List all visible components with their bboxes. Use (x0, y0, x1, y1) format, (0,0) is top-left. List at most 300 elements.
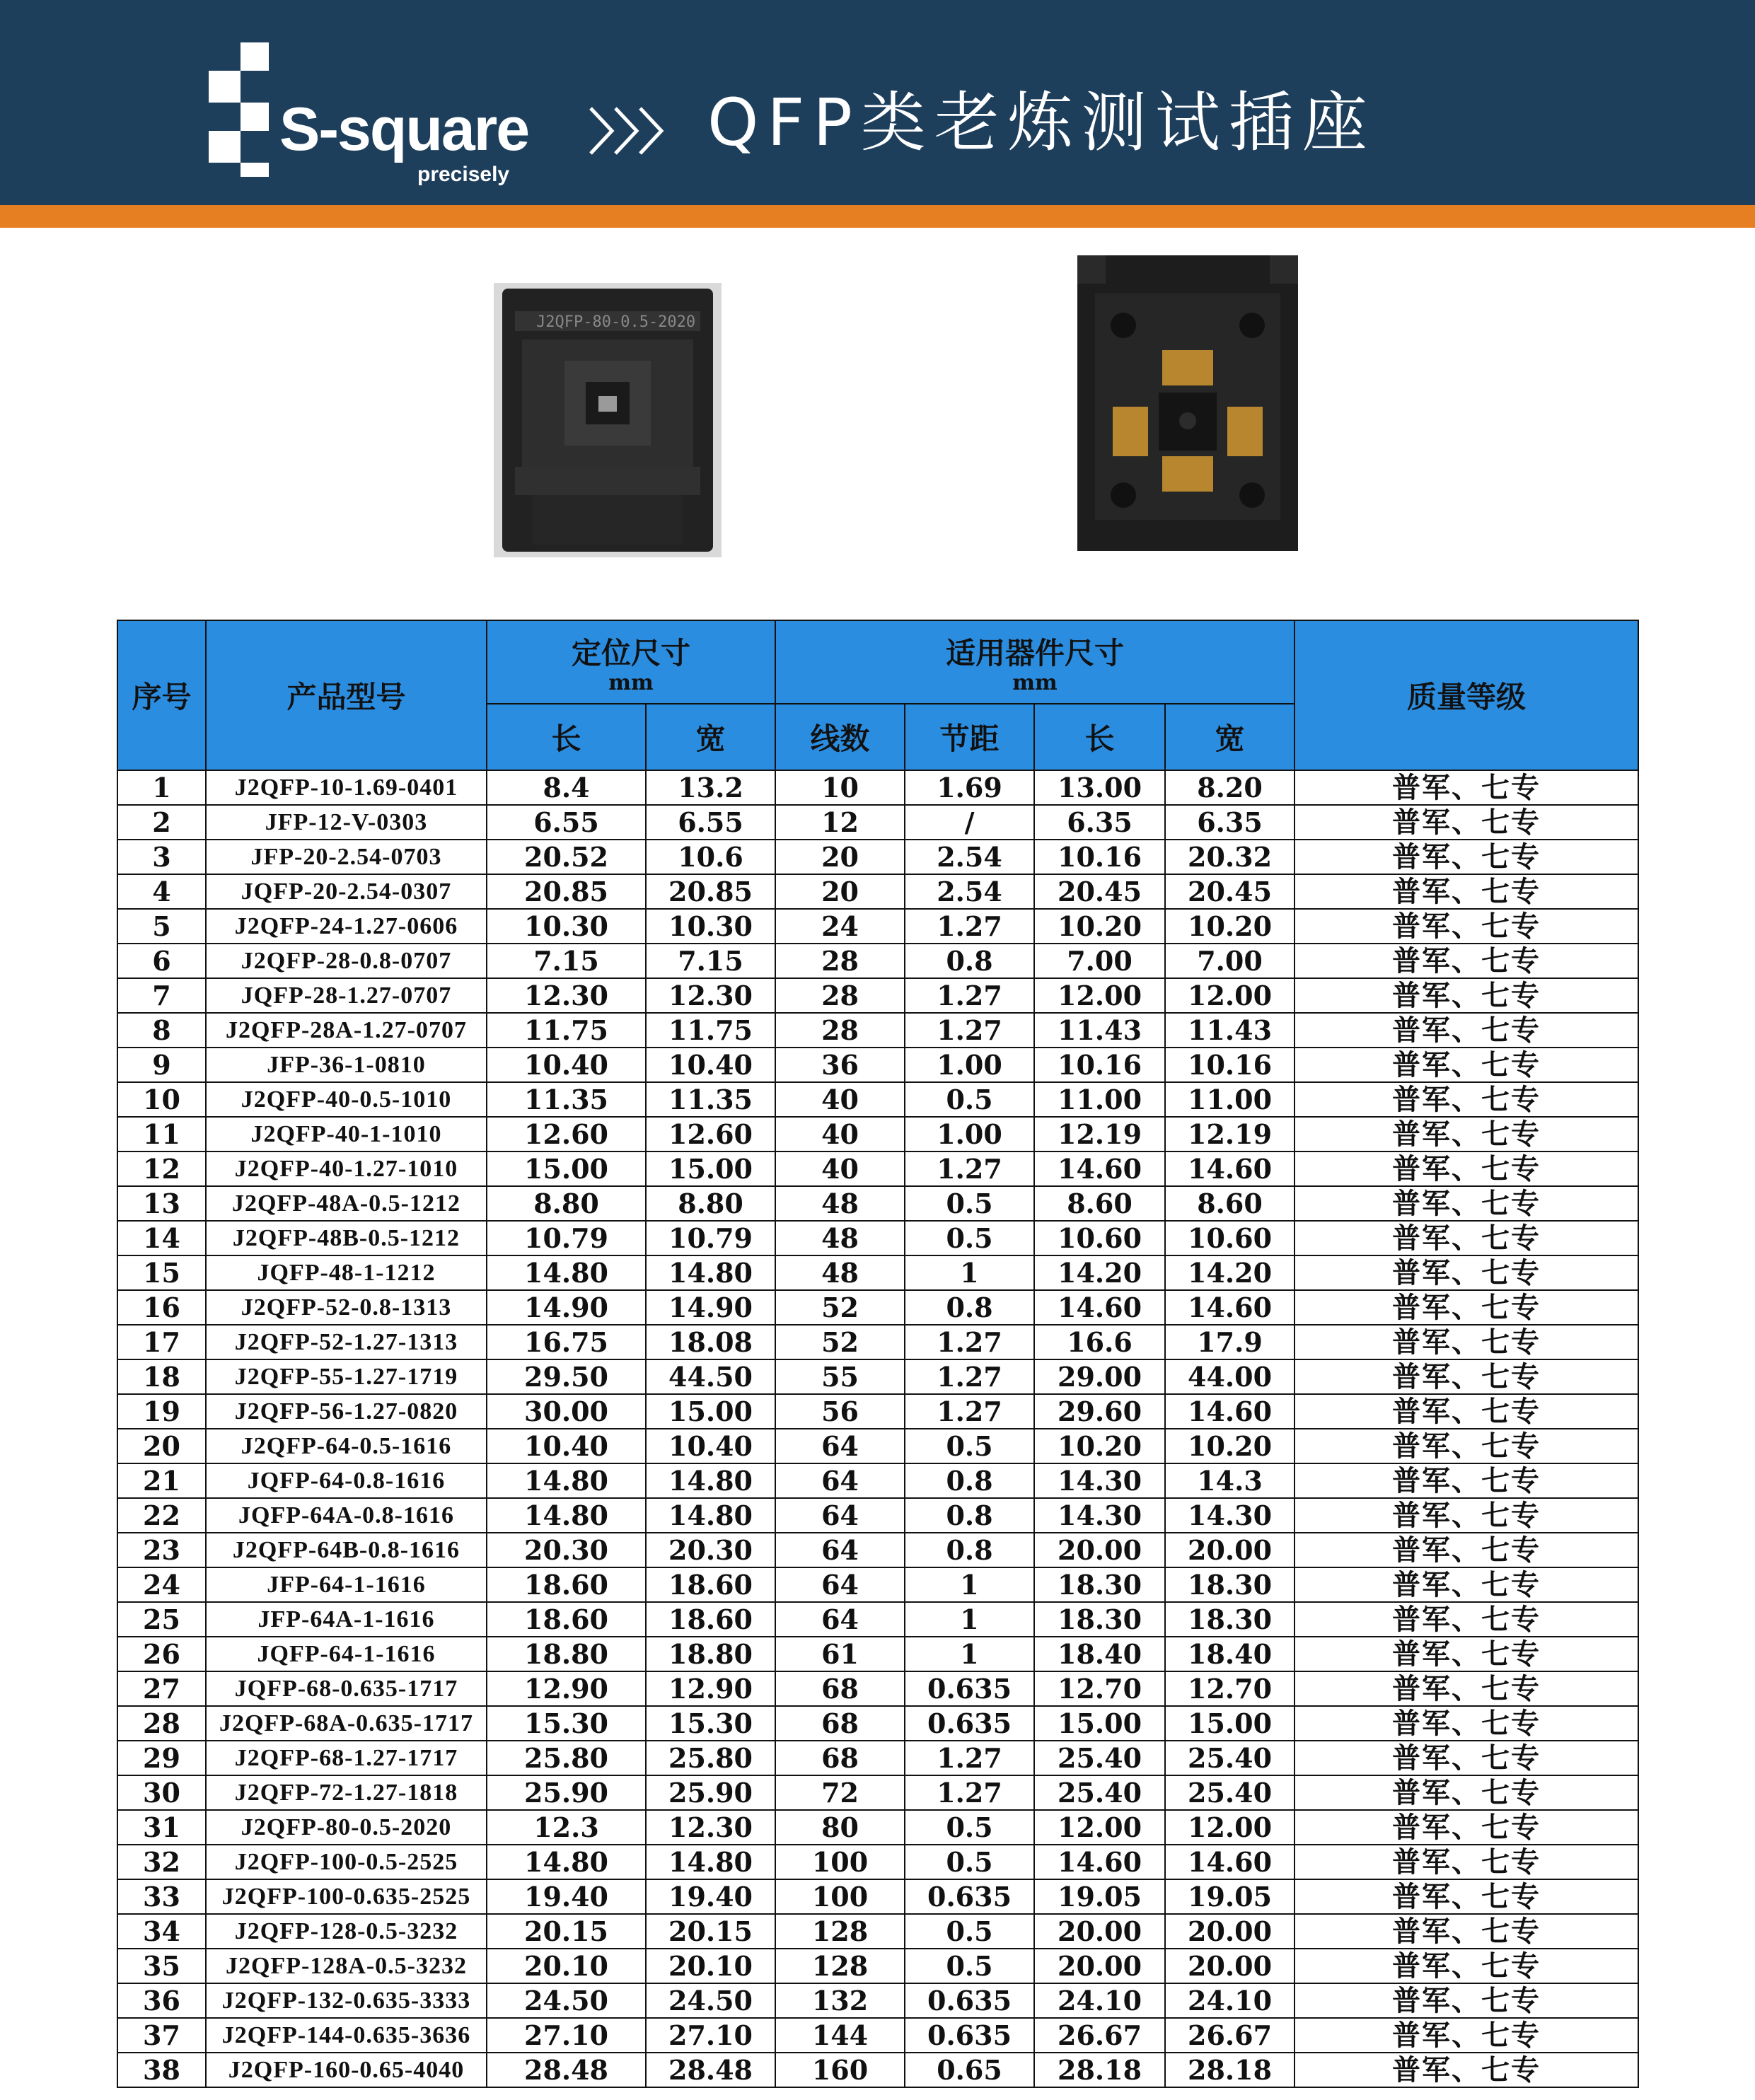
cell-model: J2QFP-24-1.27-0606 (206, 909, 487, 944)
cell-grade: 普军、七专 (1294, 1048, 1638, 1082)
cell-pitch: 0.8 (905, 1290, 1034, 1325)
cell-dev-length: 25.40 (1034, 1741, 1165, 1775)
socket-engraving: J2QFP-80-0.5-2020 (536, 313, 696, 331)
cell-pos-length: 20.15 (487, 1914, 646, 1949)
cell-dev-length: 12.00 (1034, 1810, 1165, 1845)
cell-model: J2QFP-52-1.27-1313 (206, 1325, 487, 1359)
cell-dev-width: 12.70 (1165, 1671, 1294, 1706)
cell-pitch: 1.69 (905, 770, 1034, 805)
cell-grade: 普军、七专 (1294, 874, 1638, 909)
cell-dev-length: 10.20 (1034, 909, 1165, 944)
cell-dev-width: 12.00 (1165, 1810, 1294, 1845)
cell-grade: 普军、七专 (1294, 1359, 1638, 1394)
cell-index: 14 (117, 1221, 206, 1255)
cell-dev-width: 10.16 (1165, 1048, 1294, 1082)
table-row (117, 874, 1638, 909)
cell-model: JFP-36-1-0810 (206, 1048, 487, 1082)
cell-index: 7 (117, 978, 206, 1013)
cell-pitch: 0.5 (905, 1221, 1034, 1255)
cell-pos-length: 10.79 (487, 1221, 646, 1255)
cell-pitch: 0.8 (905, 1463, 1034, 1498)
cell-pitch: 2.54 (905, 840, 1034, 874)
cell-index: 26 (117, 1637, 206, 1671)
cell-pos-width: 14.80 (646, 1463, 775, 1498)
cell-dev-width: 14.3 (1165, 1463, 1294, 1498)
table-row (117, 805, 1638, 840)
cell-pitch: 1.00 (905, 1117, 1034, 1151)
cell-model: J2QFP-10-1.69-0401 (206, 770, 487, 805)
cell-dev-length: 10.16 (1034, 1048, 1165, 1082)
cell-pos-width: 13.2 (646, 770, 775, 805)
cell-dev-length: 11.43 (1034, 1013, 1165, 1048)
cell-dev-length: 29.00 (1034, 1359, 1165, 1394)
cell-lines: 10 (775, 770, 905, 805)
cell-model: J2QFP-28A-1.27-0707 (206, 1013, 487, 1048)
cell-model: J2QFP-64-0.5-1616 (206, 1429, 487, 1463)
cell-model: J2QFP-100-0.5-2525 (206, 1845, 487, 1879)
cell-pitch: 0.5 (905, 1810, 1034, 1845)
cell-index: 34 (117, 1914, 206, 1949)
cell-index: 32 (117, 1845, 206, 1879)
cell-lines: 64 (775, 1567, 905, 1602)
table-row (117, 1429, 1638, 1463)
cell-pitch: 0.8 (905, 1533, 1034, 1567)
cell-lines: 52 (775, 1290, 905, 1325)
table-row (117, 1117, 1638, 1151)
cell-pos-length: 20.85 (487, 874, 646, 909)
cell-dev-length: 12.70 (1034, 1671, 1165, 1706)
cell-index: 6 (117, 944, 206, 978)
cell-dev-length: 16.6 (1034, 1325, 1165, 1359)
cell-pos-length: 14.90 (487, 1290, 646, 1325)
cell-pos-width: 14.90 (646, 1290, 775, 1325)
table-row (117, 1394, 1638, 1429)
cell-index: 4 (117, 874, 206, 909)
cell-lines: 128 (775, 1949, 905, 1983)
cell-model: J2QFP-100-0.635-2525 (206, 1879, 487, 1914)
header-index: 序号 (117, 620, 206, 770)
cell-model: J2QFP-160-0.65-4040 (206, 2053, 487, 2087)
cell-pitch: 0.8 (905, 1498, 1034, 1533)
cell-pitch: 1.27 (905, 1741, 1034, 1775)
cell-grade: 普军、七专 (1294, 909, 1638, 944)
cell-grade: 普军、七专 (1294, 1706, 1638, 1741)
cell-grade: 普军、七专 (1294, 1186, 1638, 1221)
cell-pitch: 0.5 (905, 1845, 1034, 1879)
cell-lines: 40 (775, 1151, 905, 1186)
cell-dev-width: 20.00 (1165, 1914, 1294, 1949)
cell-model: JQFP-64-0.8-1616 (206, 1463, 487, 1498)
table-row (117, 1879, 1638, 1914)
cell-index: 3 (117, 840, 206, 874)
cell-pos-width: 15.00 (646, 1151, 775, 1186)
cell-pitch: 1.27 (905, 978, 1034, 1013)
cell-dev-length: 18.30 (1034, 1602, 1165, 1637)
cell-lines: 132 (775, 1983, 905, 2018)
table-row (117, 1671, 1638, 1706)
cell-lines: 52 (775, 1325, 905, 1359)
cell-dev-width: 44.00 (1165, 1359, 1294, 1394)
cell-grade: 普军、七专 (1294, 1879, 1638, 1914)
cell-pos-width: 11.75 (646, 1013, 775, 1048)
cell-pos-length: 28.48 (487, 2053, 646, 2087)
cell-model: JQFP-28-1.27-0707 (206, 978, 487, 1013)
cell-pos-width: 12.60 (646, 1117, 775, 1151)
cell-index: 21 (117, 1463, 206, 1498)
table-row (117, 1013, 1638, 1048)
cell-pos-length: 12.30 (487, 978, 646, 1013)
cell-dev-width: 14.20 (1165, 1255, 1294, 1290)
cell-pos-width: 18.80 (646, 1637, 775, 1671)
cell-dev-length: 13.00 (1034, 770, 1165, 805)
cell-pitch: 1.27 (905, 1775, 1034, 1810)
cell-pos-length: 12.3 (487, 1810, 646, 1845)
cell-index: 35 (117, 1949, 206, 1983)
cell-lines: 68 (775, 1741, 905, 1775)
table-row (117, 1290, 1638, 1325)
cell-lines: 28 (775, 944, 905, 978)
cell-dev-length: 8.60 (1034, 1186, 1165, 1221)
cell-pos-length: 10.40 (487, 1048, 646, 1082)
table-row (117, 840, 1638, 874)
cell-dev-width: 18.40 (1165, 1637, 1294, 1671)
cell-pitch: 1 (905, 1255, 1034, 1290)
cell-dev-length: 24.10 (1034, 1983, 1165, 2018)
cell-index: 11 (117, 1117, 206, 1151)
cell-pitch: / (905, 805, 1034, 840)
table-row (117, 1983, 1638, 2018)
cell-grade: 普军、七专 (1294, 1741, 1638, 1775)
cell-grade: 普军、七专 (1294, 1394, 1638, 1429)
cell-grade: 普军、七专 (1294, 770, 1638, 805)
cell-grade: 普军、七专 (1294, 1429, 1638, 1463)
cell-dev-length: 10.20 (1034, 1429, 1165, 1463)
cell-pos-length: 27.10 (487, 2018, 646, 2053)
cell-lines: 68 (775, 1706, 905, 1741)
cell-pos-width: 10.6 (646, 840, 775, 874)
cell-dev-width: 17.9 (1165, 1325, 1294, 1359)
cell-dev-length: 18.30 (1034, 1567, 1165, 1602)
cell-index: 8 (117, 1013, 206, 1048)
cell-lines: 80 (775, 1810, 905, 1845)
cell-pos-width: 18.08 (646, 1325, 775, 1359)
cell-dev-width: 12.00 (1165, 978, 1294, 1013)
cell-pos-length: 7.15 (487, 944, 646, 978)
cell-grade: 普军、七专 (1294, 1637, 1638, 1671)
cell-lines: 20 (775, 840, 905, 874)
socket-photo-front (494, 283, 722, 557)
cell-index: 30 (117, 1775, 206, 1810)
table-row (117, 2053, 1638, 2087)
chevron-right-icon (587, 103, 665, 159)
cell-model: JQFP-20-2.54-0307 (206, 874, 487, 909)
product-table-body (117, 770, 1638, 2087)
table-row (117, 1359, 1638, 1394)
cell-grade: 普军、七专 (1294, 1082, 1638, 1117)
table-row (117, 770, 1638, 805)
cell-pitch: 0.635 (905, 1706, 1034, 1741)
cell-lines: 28 (775, 1013, 905, 1048)
cell-lines: 72 (775, 1775, 905, 1810)
cell-lines: 55 (775, 1359, 905, 1394)
cell-lines: 40 (775, 1117, 905, 1151)
cell-dev-width: 20.45 (1165, 874, 1294, 909)
cell-model: J2QFP-40-0.5-1010 (206, 1082, 487, 1117)
table-row (117, 944, 1638, 978)
cell-model: J2QFP-128-0.5-3232 (206, 1914, 487, 1949)
cell-pos-width: 15.30 (646, 1706, 775, 1741)
table-row (117, 1186, 1638, 1221)
cell-dev-width: 14.60 (1165, 1151, 1294, 1186)
cell-dev-width: 10.20 (1165, 909, 1294, 944)
cell-dev-length: 10.16 (1034, 840, 1165, 874)
cell-lines: 40 (775, 1082, 905, 1117)
cell-grade: 普军、七专 (1294, 1151, 1638, 1186)
table-row (117, 1949, 1638, 1983)
table-row (117, 1325, 1638, 1359)
cell-pos-length: 14.80 (487, 1845, 646, 1879)
cell-pos-width: 6.55 (646, 805, 775, 840)
cell-index: 16 (117, 1290, 206, 1325)
cell-dev-length: 14.30 (1034, 1498, 1165, 1533)
brand-name: S-square (279, 95, 529, 163)
cell-index: 9 (117, 1048, 206, 1082)
cell-index: 23 (117, 1533, 206, 1567)
cell-index: 15 (117, 1255, 206, 1290)
cell-grade: 普军、七专 (1294, 1914, 1638, 1949)
cell-pos-width: 8.80 (646, 1186, 775, 1221)
cell-dev-width: 11.43 (1165, 1013, 1294, 1048)
cell-index: 2 (117, 805, 206, 840)
cell-pitch: 0.5 (905, 1082, 1034, 1117)
cell-pitch: 0.635 (905, 1671, 1034, 1706)
cell-index: 25 (117, 1602, 206, 1637)
cell-dev-width: 15.00 (1165, 1706, 1294, 1741)
cell-lines: 64 (775, 1602, 905, 1637)
cell-model: J2QFP-52-0.8-1313 (206, 1290, 487, 1325)
cell-dev-length: 20.00 (1034, 1949, 1165, 1983)
cell-model: J2QFP-68A-0.635-1717 (206, 1706, 487, 1741)
cell-dev-width: 26.67 (1165, 2018, 1294, 2053)
cell-dev-length: 14.20 (1034, 1255, 1165, 1290)
cell-index: 5 (117, 909, 206, 944)
cell-pos-width: 10.40 (646, 1048, 775, 1082)
cell-dev-length: 14.30 (1034, 1463, 1165, 1498)
cell-pos-width: 10.40 (646, 1429, 775, 1463)
cell-lines: 64 (775, 1533, 905, 1567)
cell-dev-width: 14.60 (1165, 1394, 1294, 1429)
cell-dev-width: 11.00 (1165, 1082, 1294, 1117)
cell-index: 12 (117, 1151, 206, 1186)
cell-dev-width: 8.60 (1165, 1186, 1294, 1221)
table-row (117, 1221, 1638, 1255)
cell-lines: 128 (775, 1914, 905, 1949)
cell-model: JFP-64-1-1616 (206, 1567, 487, 1602)
table-row (117, 909, 1638, 944)
header-dev-length: 长 (1034, 704, 1165, 770)
cell-pos-width: 11.35 (646, 1082, 775, 1117)
cell-index: 29 (117, 1741, 206, 1775)
cell-pos-width: 28.48 (646, 2053, 775, 2087)
cell-dev-width: 28.18 (1165, 2053, 1294, 2087)
cell-dev-length: 18.40 (1034, 1637, 1165, 1671)
cell-dev-length: 20.00 (1034, 1914, 1165, 1949)
cell-index: 38 (117, 2053, 206, 2087)
cell-dev-length: 6.35 (1034, 805, 1165, 840)
cell-pos-length: 19.40 (487, 1879, 646, 1914)
cell-model: JFP-64A-1-1616 (206, 1602, 487, 1637)
cell-index: 22 (117, 1498, 206, 1533)
cell-index: 37 (117, 2018, 206, 2053)
cell-dev-width: 20.32 (1165, 840, 1294, 874)
cell-pos-length: 29.50 (487, 1359, 646, 1394)
cell-grade: 普军、七专 (1294, 1810, 1638, 1845)
cell-pitch: 1.27 (905, 1013, 1034, 1048)
cell-lines: 48 (775, 1186, 905, 1221)
cell-grade: 普军、七专 (1294, 1533, 1638, 1567)
cell-grade: 普军、七专 (1294, 2018, 1638, 2053)
cell-pos-width: 25.80 (646, 1741, 775, 1775)
cell-pos-width: 10.79 (646, 1221, 775, 1255)
cell-dev-length: 29.60 (1034, 1394, 1165, 1429)
page-title: QFP类老炼测试插座 (707, 85, 1376, 161)
cell-pos-width: 20.15 (646, 1914, 775, 1949)
table-row (117, 1810, 1638, 1845)
header-pos-width: 宽 (646, 704, 775, 770)
cell-pitch: 0.5 (905, 1186, 1034, 1221)
cell-dev-width: 18.30 (1165, 1567, 1294, 1602)
cell-pos-width: 19.40 (646, 1879, 775, 1914)
header-device (775, 620, 1294, 704)
cell-pos-length: 18.60 (487, 1567, 646, 1602)
table-row (117, 1082, 1638, 1117)
cell-pos-length: 15.30 (487, 1706, 646, 1741)
cell-pitch: 1 (905, 1602, 1034, 1637)
table-row (117, 1463, 1638, 1498)
header-positioning-unit: mm (608, 671, 654, 695)
cell-grade: 普军、七专 (1294, 1117, 1638, 1151)
cell-pos-width: 25.90 (646, 1775, 775, 1810)
cell-pos-length: 6.55 (487, 805, 646, 840)
cell-model: J2QFP-128A-0.5-3232 (206, 1949, 487, 1983)
cell-pitch: 0.5 (905, 1914, 1034, 1949)
cell-grade: 普军、七专 (1294, 1221, 1638, 1255)
cell-pitch: 1.27 (905, 909, 1034, 944)
cell-grade: 普军、七专 (1294, 1775, 1638, 1810)
cell-pitch: 1.27 (905, 1325, 1034, 1359)
cell-model: J2QFP-68-1.27-1717 (206, 1741, 487, 1775)
cell-dev-width: 8.20 (1165, 770, 1294, 805)
cell-pos-length: 25.90 (487, 1775, 646, 1810)
cell-pos-length: 18.80 (487, 1637, 646, 1671)
cell-model: J2QFP-40-1-1010 (206, 1117, 487, 1151)
table-row (117, 1255, 1638, 1290)
table-row (117, 1845, 1638, 1879)
cell-pos-width: 10.30 (646, 909, 775, 944)
table-row (117, 1706, 1638, 1741)
cell-pos-width: 12.90 (646, 1671, 775, 1706)
cell-pos-length: 15.00 (487, 1151, 646, 1186)
cell-pos-length: 11.35 (487, 1082, 646, 1117)
cell-pos-length: 8.4 (487, 770, 646, 805)
table-row (117, 1498, 1638, 1533)
cell-pos-width: 27.10 (646, 2018, 775, 2053)
cell-pos-width: 14.80 (646, 1498, 775, 1533)
cell-index: 10 (117, 1082, 206, 1117)
cell-pitch: 0.65 (905, 2053, 1034, 2087)
table-row (117, 1775, 1638, 1810)
header-pitch: 节距 (905, 704, 1034, 770)
cell-lines: 12 (775, 805, 905, 840)
cell-dev-width: 10.60 (1165, 1221, 1294, 1255)
cell-pos-length: 16.75 (487, 1325, 646, 1359)
cell-pos-width: 7.15 (646, 944, 775, 978)
table-row (117, 1602, 1638, 1637)
cell-dev-width: 14.60 (1165, 1290, 1294, 1325)
cell-pos-length: 20.30 (487, 1533, 646, 1567)
cell-dev-length: 20.00 (1034, 1533, 1165, 1567)
accent-divider (0, 205, 1755, 228)
cell-dev-length: 14.60 (1034, 1845, 1165, 1879)
header-dev-width: 宽 (1165, 704, 1294, 770)
cell-pos-length: 20.52 (487, 840, 646, 874)
header-device-label: 适用器件尺寸 (946, 636, 1125, 671)
cell-index: 20 (117, 1429, 206, 1463)
header-banner (0, 0, 1755, 205)
cell-pos-length: 25.80 (487, 1741, 646, 1775)
cell-index: 28 (117, 1706, 206, 1741)
cell-pos-length: 12.60 (487, 1117, 646, 1151)
cell-grade: 普军、七专 (1294, 1845, 1638, 1879)
cell-index: 18 (117, 1359, 206, 1394)
cell-pitch: 1 (905, 1567, 1034, 1602)
cell-model: J2QFP-48A-0.5-1212 (206, 1186, 487, 1221)
cell-model: J2QFP-48B-0.5-1212 (206, 1221, 487, 1255)
brand-tagline: precisely (417, 163, 510, 186)
cell-model: J2QFP-55-1.27-1719 (206, 1359, 487, 1394)
cell-grade: 普军、七专 (1294, 944, 1638, 978)
cell-index: 27 (117, 1671, 206, 1706)
cell-lines: 144 (775, 2018, 905, 2053)
cell-grade: 普军、七专 (1294, 1602, 1638, 1637)
cell-pitch: 1 (905, 1637, 1034, 1671)
cell-grade: 普军、七专 (1294, 1290, 1638, 1325)
cell-grade: 普军、七专 (1294, 978, 1638, 1013)
cell-dev-width: 10.20 (1165, 1429, 1294, 1463)
table-row (117, 1741, 1638, 1775)
cell-pitch: 2.54 (905, 874, 1034, 909)
cell-dev-width: 12.19 (1165, 1117, 1294, 1151)
cell-lines: 48 (775, 1255, 905, 1290)
table-row (117, 2018, 1638, 2053)
cell-grade: 普军、七专 (1294, 1983, 1638, 2018)
cell-lines: 28 (775, 978, 905, 1013)
cell-pos-length: 24.50 (487, 1983, 646, 2018)
cell-index: 13 (117, 1186, 206, 1221)
cell-lines: 100 (775, 1845, 905, 1879)
cell-lines: 160 (775, 2053, 905, 2087)
cell-grade: 普军、七专 (1294, 1255, 1638, 1290)
cell-model: JFP-20-2.54-0703 (206, 840, 487, 874)
cell-lines: 61 (775, 1637, 905, 1671)
cell-model: J2QFP-72-1.27-1818 (206, 1775, 487, 1810)
cell-pos-width: 20.10 (646, 1949, 775, 1983)
cell-grade: 普军、七专 (1294, 1567, 1638, 1602)
cell-dev-length: 14.60 (1034, 1151, 1165, 1186)
cell-dev-width: 14.60 (1165, 1845, 1294, 1879)
cell-model: J2QFP-56-1.27-0820 (206, 1394, 487, 1429)
cell-grade: 普军、七专 (1294, 1498, 1638, 1533)
